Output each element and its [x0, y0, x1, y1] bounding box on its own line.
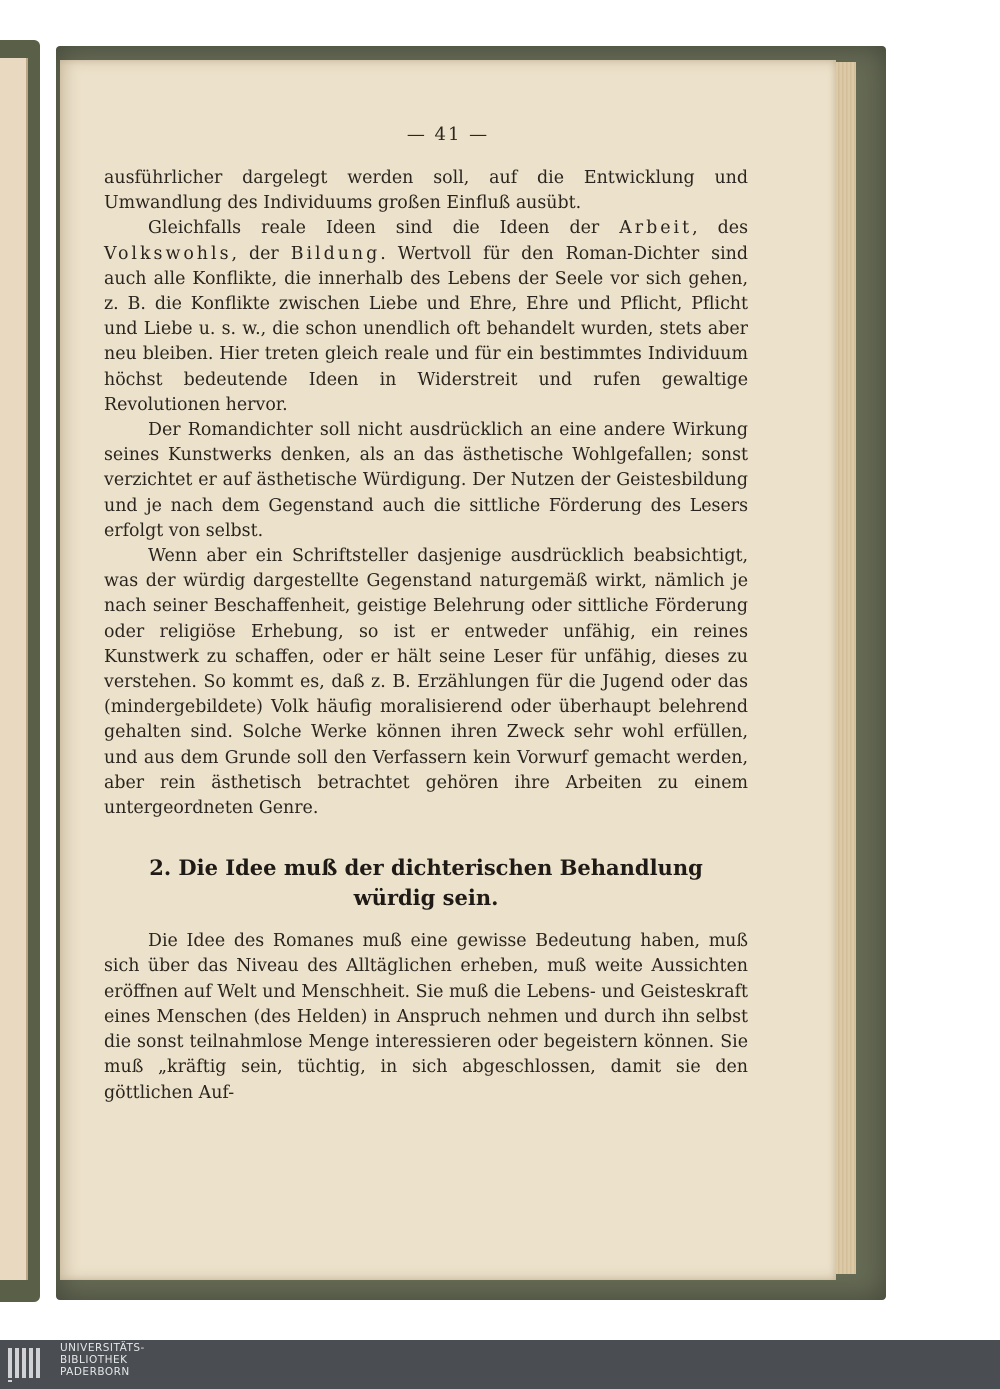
library-name-line-3: PADERBORN [60, 1366, 130, 1378]
library-footer-bar [0, 1340, 1000, 1389]
paragraph-1: ausführlicher dargelegt werden soll, auf die Entwicklung und Umwandlung des Individuums großen Einfluß ausübt. [104, 168, 748, 214]
section-heading [104, 853, 748, 913]
spaced-emphasis: Volkswohls [104, 243, 232, 264]
library-name-line-1: UNIVERSITÄTS- [60, 1342, 145, 1354]
library-logo-icon [6, 1346, 46, 1382]
library-name [60, 1342, 145, 1378]
section-heading-line-1: 2. Die Idee muß der dichterischen Behandlung [149, 855, 703, 881]
paragraph-4: Wenn aber ein Schriftsteller dasjenige ausdrücklich beabsichtigt, was der würdig dargestellte Gegenstand naturgemäß wirkt, nämlich je nach seiner Beschaffenheit, geistige Belehrung oder sittliche Förderung oder religiöse Erhebung, so ist er entweder unfähig, ein reines Kunstwerk zu schaffen, oder er hält seine Leser für unfähig, dieses zu verstehen. So kommt es, daß z. B. Erzählungen für die Jugend oder das (mindergebildete) Volk häufig moralisierend oder überhaupt belehrend gehalten sind. Solche Werke können ihren Zweck sehr wohl erfüllen, und aus dem Grunde soll den Verfassern kein Vorwurf gemacht werden, aber rein ästhetisch betrachtet gehören ihre Arbeiten zu einem untergeordneten Genre. [104, 546, 748, 819]
section-heading-line-2: würdig sein. [353, 885, 499, 911]
page-body [104, 166, 748, 1106]
paragraph-5: Die Idee des Romanes muß eine gewisse Bedeutung haben, muß sich über das Niveau des Alltäglichen erheben, muß weite Aussichten eröffnen auf Welt und Menschheit. Sie muß die Lebens- und Geisteskraft eines Menschen (des Helden) in Anspruch nehmen und durch ihn selbst die sonst teilnahmlose Menge interessieren oder begeistern können. Sie muß „kräftig sein, tüchtig, in sich abgeschlossen, damit sie den göttlichen Auf- [104, 931, 748, 1103]
paragraph-3: Der Romandichter soll nicht ausdrücklich an eine andere Wirkung seines Kunstwerks denken, als an das ästhetische Wohlgefallen; sonst verzichtet er auf ästhetische Würdigung. Der Nutzen der Geistesbildung und je nach dem Gegenstand auch die sittliche Förderung des Lesers erfolgt von selbst. [104, 420, 748, 541]
paragraph-2: Gleichfalls reale Ideen sind die Ideen der Arbeit, des Volkswohls, der Bildung. Wertvoll für den Roman-Dichter sind auch alle Konflikte, die innerhalb des Lebens der Seele vor sich gehen, z. B. die Konflikte zwischen Liebe und Ehre, Ehre und Pflicht, Pflicht und Liebe u. s. w., die schon unendlich oft behandelt wurden, stets aber neu bleiben. Hier treten gleich reale und für ein bestimmtes Individuum höchst bedeutende Ideen in Widerstreit und rufen gewaltige Revolutionen hervor. [104, 218, 748, 415]
page-number: — 41 — [406, 124, 490, 145]
spaced-emphasis: Arbeit [619, 218, 693, 239]
spaced-emphasis: Bildung [290, 243, 381, 264]
book-page [60, 60, 836, 1280]
library-name-line-2: BIBLIOTHEK [60, 1354, 128, 1366]
left-page-edge [0, 58, 28, 1280]
